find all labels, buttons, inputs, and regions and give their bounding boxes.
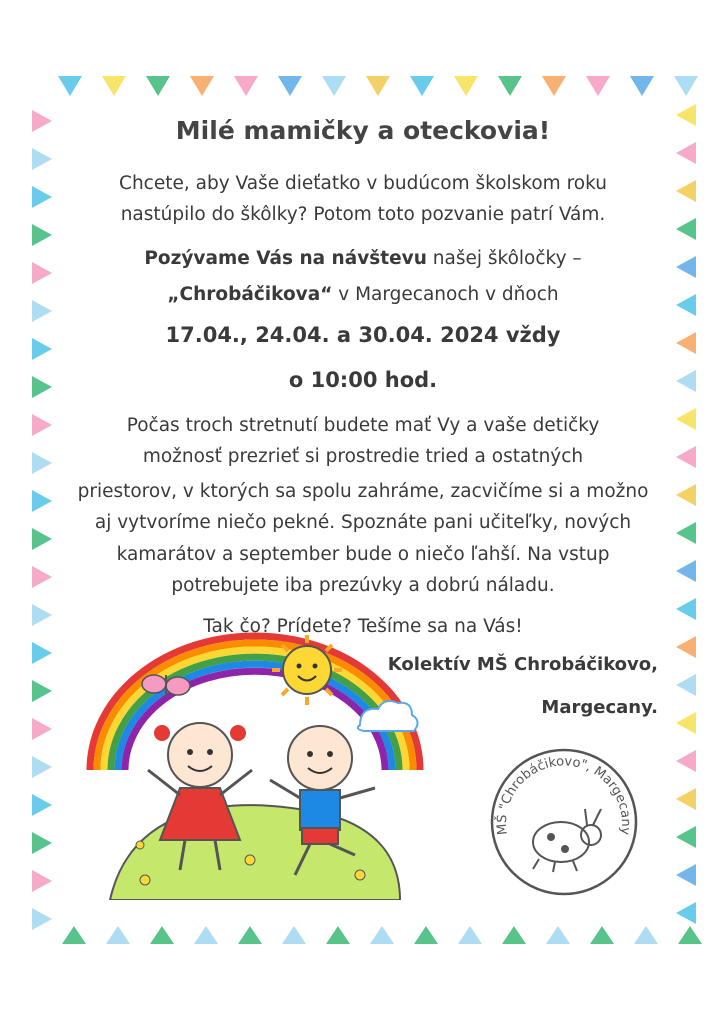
border-triangle [414,926,438,944]
border-triangle [676,674,696,696]
kindergarten-stamp [489,747,639,897]
border-triangle [546,926,570,944]
body-line-1: Počas troch stretnutí budete mať Vy a vaše detičky [126,415,600,436]
event-dates: 17.04., 24.04. a 30.04. 2024 vždy [165,323,561,347]
border-triangle [32,756,52,778]
border-triangle [150,926,174,944]
border-triangle [190,76,214,96]
border-triangle [458,926,482,944]
border-triangle [194,926,218,944]
border-triangle [238,926,262,944]
border-triangle [106,926,130,944]
body-line-3: priestorov, v ktorých sa spolu zahráme, zacvičíme si a možno [77,481,649,502]
sun-icon [272,635,342,705]
border-triangle [32,908,52,930]
border-triangle [586,76,610,96]
butterfly-icon [142,675,190,696]
border-triangle [454,76,478,96]
ladybug-icon [533,809,601,872]
border-triangle [502,926,526,944]
event-time: o 10:00 hod. [288,368,438,392]
border-triangle [32,148,52,170]
children-rainbow-illustration [70,630,430,900]
border-triangle [410,76,434,96]
invite-line-2-bold: „Chrobáčikova“ [167,284,333,305]
border-triangle [32,870,52,892]
border-triangle [326,926,350,944]
invite-line-1 [0,243,726,274]
intro-line-1: Chcete, aby Vaše dieťatko v budúcom školskom roku [119,173,607,194]
border-triangle [674,76,698,96]
signature-line-1: Kolektív MŠ Chrobáčikovo, [387,654,658,675]
border-triangle [676,788,696,810]
border-triangle [282,926,306,944]
border-triangle [32,680,52,702]
border-triangle [102,76,126,96]
border-triangle [32,794,52,816]
invite-line-1-rest: našej škôločky – [426,248,582,269]
border-triangle [32,642,52,664]
border-triangle [676,712,696,734]
invite-line-2-rest: v Margecanoch v dňoch [332,284,559,305]
border-triangle [678,926,702,944]
border-triangle [676,826,696,848]
page-title: Milé mamičky a oteckovia! [175,116,551,145]
border-triangle [32,832,52,854]
border-triangle [322,76,346,96]
border-triangle [32,718,52,740]
border-triangle [676,142,696,164]
border-triangle [234,76,258,96]
border-triangle [676,750,696,772]
border-triangle [630,76,654,96]
border-triangle [62,926,86,944]
border-triangle [366,76,390,96]
intro-line-2: nastúpilo do škôlky? Potom toto pozvanie patrí Vám. [120,204,606,225]
border-triangle [58,76,82,96]
signature-line-2: Margecany. [541,697,658,718]
body-line-4: aj vytvoríme niečo pekné. Spoznáte pani učiteľky, nových [94,512,632,533]
body-line-6: potrebujete iba prezúvky a dobrú náladu. [171,575,555,596]
border-triangle [370,926,394,944]
closing-line: Tak čo? Prídete? Tešíme sa na Vás! [203,616,523,637]
border-triangle [542,76,566,96]
border-triangle [590,926,614,944]
invite-line-1-bold: Pozývame Vás na návštevu [144,248,427,269]
svg-text:MŠ "Chrobáčikovo", Margecany [494,754,633,836]
body-line-5: kamarátov a september bude o niečo ľahší. Na vstup [116,544,610,565]
border-triangle [498,76,522,96]
border-triangle [676,864,696,886]
border-triangle [634,926,658,944]
stamp-text: MŠ "Chrobáčikovo", Margecany [494,754,634,836]
invite-line-2 [0,279,726,310]
border-triangle [146,76,170,96]
border-triangle [676,902,696,924]
body-line-2: možnosť prezrieť si prostredie tried a ostatných [142,446,584,467]
border-triangle [278,76,302,96]
